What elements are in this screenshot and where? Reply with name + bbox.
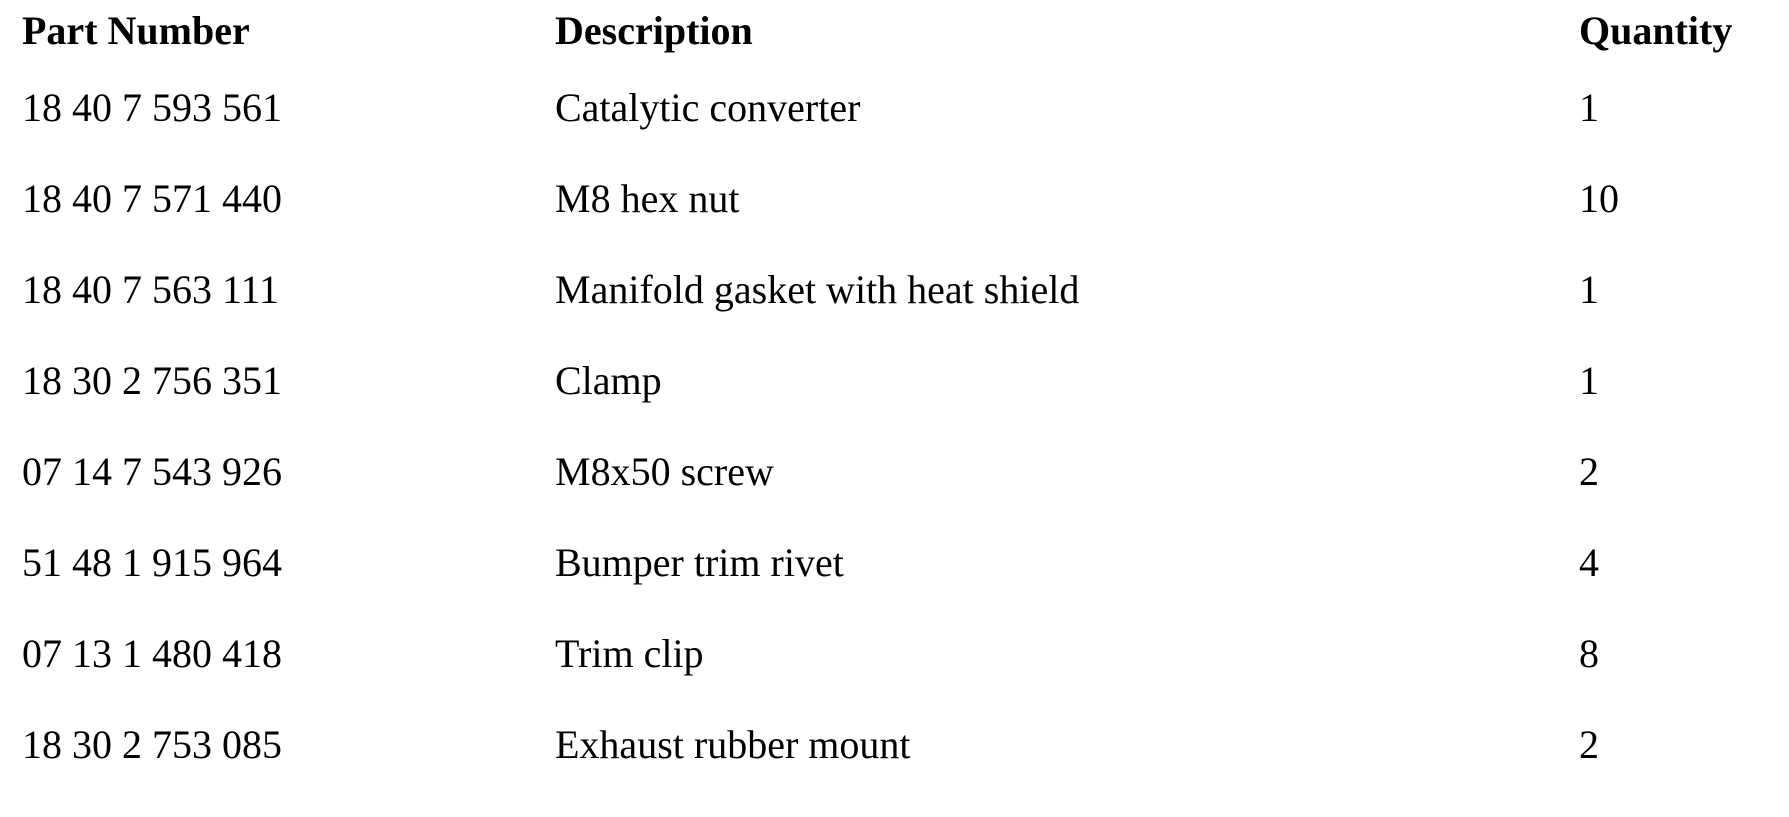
table-header-row — [0, 0, 1789, 62]
description-cell: Clamp — [555, 357, 662, 403]
description-cell: Catalytic converter — [555, 84, 861, 130]
table-row — [0, 426, 1789, 517]
table-row — [0, 517, 1789, 608]
description-cell: M8x50 screw — [555, 448, 774, 494]
table-row — [0, 699, 1789, 790]
quantity-cell: 2 — [1579, 721, 1599, 767]
quantity-cell: 10 — [1579, 175, 1619, 221]
part-number-cell: 18 30 2 753 085 — [22, 721, 282, 767]
table-row — [0, 62, 1789, 153]
description-cell: Trim clip — [555, 630, 704, 676]
part-number-cell: 18 40 7 593 561 — [22, 84, 282, 130]
quantity-cell: 8 — [1579, 630, 1599, 676]
part-number-cell: 07 13 1 480 418 — [22, 630, 282, 676]
quantity-cell: 1 — [1579, 266, 1599, 312]
table-row — [0, 153, 1789, 244]
quantity-cell: 4 — [1579, 539, 1599, 585]
part-number-cell: 18 30 2 756 351 — [22, 357, 282, 403]
quantity-cell: 1 — [1579, 84, 1599, 130]
description-cell: Bumper trim rivet — [555, 539, 844, 585]
part-number-cell: 18 40 7 571 440 — [22, 175, 282, 221]
part-number-cell: 51 48 1 915 964 — [22, 539, 282, 585]
description-cell: Exhaust rubber mount — [555, 721, 911, 767]
description-cell: M8 hex nut — [555, 175, 740, 221]
part-number-cell: 18 40 7 563 111 — [22, 266, 280, 312]
description-cell: Manifold gasket with heat shield — [555, 266, 1080, 312]
quantity-header: Quantity — [1579, 8, 1733, 53]
description-header: Description — [555, 8, 753, 53]
table-row — [0, 244, 1789, 335]
quantity-cell: 2 — [1579, 448, 1599, 494]
table-row — [0, 335, 1789, 426]
table-row — [0, 608, 1789, 699]
quantity-cell: 1 — [1579, 357, 1599, 403]
part-number-header: Part Number — [22, 8, 250, 53]
part-number-cell: 07 14 7 543 926 — [22, 448, 282, 494]
